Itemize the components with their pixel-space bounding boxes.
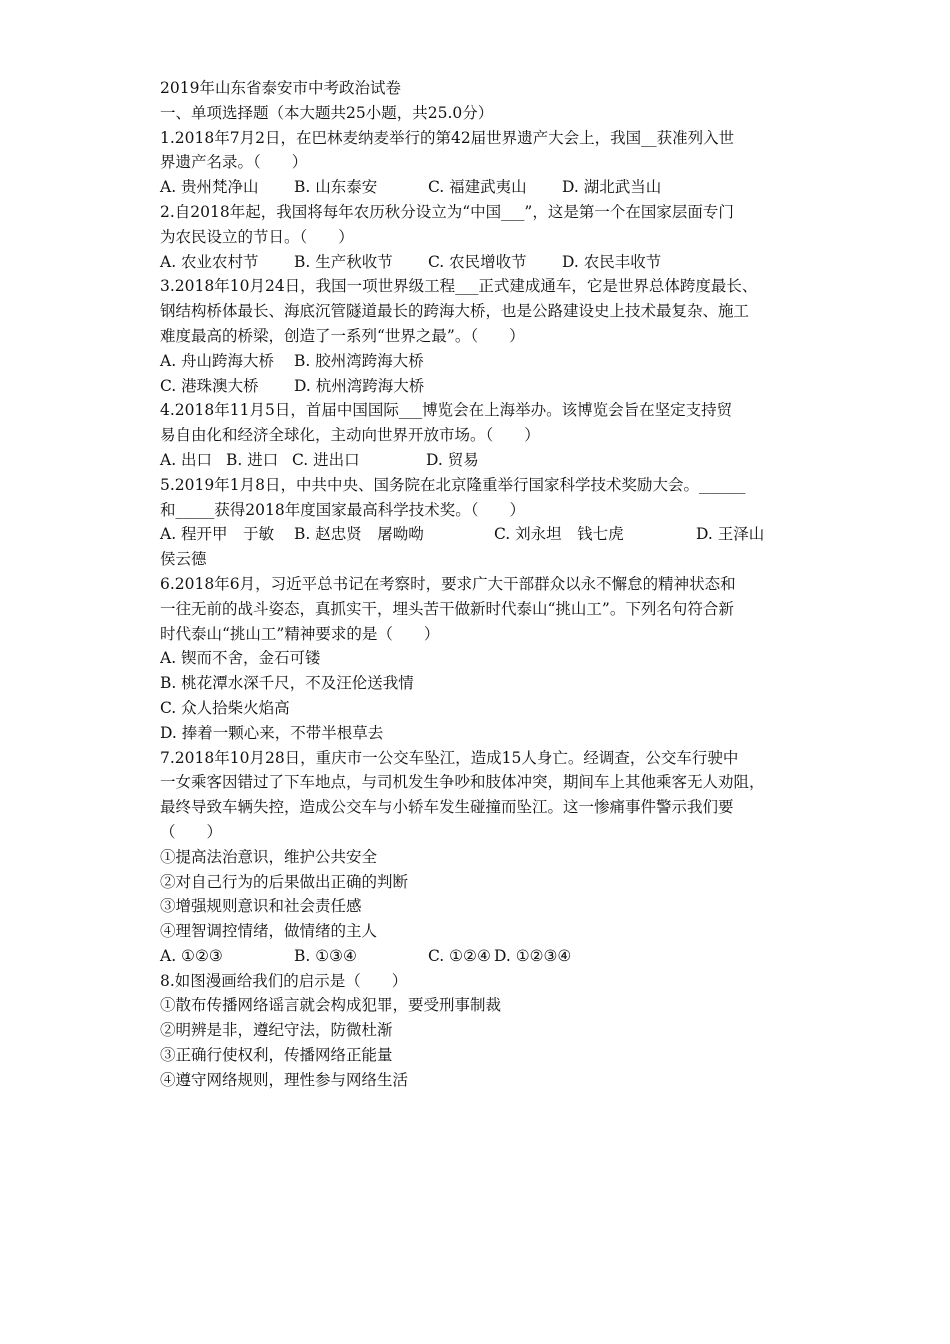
question-text: 3.2018年10月24日，我国一项世界级工程___正式建成通车，它是世界总体跨度最长、 (160, 277, 758, 296)
option-c: C. 福建武夷山 (428, 178, 527, 197)
question-text: 5.2019年1月8日，中共中央、国务院在北京隆重举行国家科学技术奖励大会。______ (160, 475, 746, 494)
option-a: A. 贵州梵净山 (160, 178, 259, 197)
option-a: A. 程开甲 于敏 (160, 525, 275, 544)
question-text: 界遗产名录。（ ） (160, 153, 308, 172)
question-text: 最终导致车辆失控，造成公交车与小轿车发生碰撞而坠江。这一惨痛事件警示我们要 (160, 798, 734, 817)
statement-3: ③正确行使权利，传播网络正能量 (160, 1046, 393, 1065)
question-text: 8.如图漫画给我们的启示是（ ） (160, 971, 408, 990)
question-text: 4.2018年11月5日，首届中国国际___博览会在上海举办。该博览会旨在坚定支持贸 (160, 401, 733, 420)
option-a: A. 农业农村节 (160, 252, 259, 271)
option-a: A. 舟山跨海大桥 (160, 351, 275, 370)
question-5 (160, 473, 792, 572)
question-text: 时代泰山“挑山工”精神要求的是（ ） (160, 624, 440, 643)
options-row (160, 374, 792, 399)
statement-4: ④遵守网络规则，理性参与网络生活 (160, 1070, 409, 1089)
question-text: 钢结构桥体最长、海底沉管隧道最长的跨海大桥，也是公路建设史上技术最复杂、施工 (160, 302, 750, 321)
question-text: 一女乘客因错过了下车地点，与司机发生争吵和肢体冲突，期间车上其他乘客无人劝阻， (160, 773, 765, 792)
option-d-continued: 侯云德 (160, 550, 207, 569)
question-text: 1.2018年7月2日，在巴林麦纳麦举行的第42届世界遗产大会上，我国__获准列入世 (160, 128, 735, 147)
question-7 (160, 746, 792, 969)
option-b: B. 生产秋收节 (294, 252, 393, 271)
option-c: C. 进出口 (292, 450, 360, 469)
statement-1: ①散布传播网络谣言就会构成犯罪，要受刑事制裁 (160, 996, 502, 1015)
exam-title: 2019年山东省泰安市中考政治试卷 (160, 79, 401, 97)
statement-4: ④理智调控情绪，做情绪的主人 (160, 922, 378, 941)
option-d: D. ①②③④ (494, 946, 572, 965)
option-b: B. 桃花潭水深千尺，不及汪伦送我情 (160, 674, 414, 693)
statement-1: ①提高法治意识，维护公共安全 (160, 847, 378, 866)
option-d: D. 王泽山 (696, 525, 765, 544)
question-text: 难度最高的桥梁，创造了一系列“世界之最”。（ ） (160, 326, 525, 345)
options-row (160, 944, 792, 969)
option-c: C. 农民增收节 (428, 252, 527, 271)
exam-page (160, 76, 792, 1093)
option-d: D. 湖北武当山 (562, 178, 662, 197)
section-heading: 一、单项选择题（本大题共25小题，共25.0分） (160, 103, 494, 122)
option-a: A. 出口 (160, 450, 213, 469)
options-row (160, 250, 792, 275)
statement-2: ②对自己行为的后果做出正确的判断 (160, 872, 409, 891)
options-row (160, 448, 792, 473)
question-text: （ ） (160, 822, 223, 841)
option-b: B. 进口 (226, 450, 279, 469)
question-1 (160, 126, 792, 200)
option-b: B. 赵忠贤 屠呦呦 (294, 525, 424, 544)
option-c: C. 港珠澳大桥 (160, 376, 259, 395)
question-text: 和_____获得2018年度国家最高科学技术奖。（ ） (160, 500, 525, 519)
question-8 (160, 969, 792, 1093)
question-text: 2.自2018年起，我国将每年农历秋分设立为“中国___”，这是第一个在国家层面专门 (160, 202, 734, 221)
option-d: D. 杭州湾跨海大桥 (294, 376, 425, 395)
question-text: 为农民设立的节日。（ ） (160, 227, 354, 246)
option-a: A. 锲而不舍，金石可镂 (160, 649, 321, 668)
statement-3: ③增强规则意识和社会责任感 (160, 897, 362, 916)
option-b: B. ①③④ (294, 946, 357, 965)
statement-2: ②明辨是非，遵纪守法，防微杜渐 (160, 1021, 393, 1040)
question-3 (160, 274, 792, 398)
question-text: 6.2018年6月，习近平总书记在考察时，要求广大干部群众以永不懈怠的精神状态和 (160, 574, 736, 593)
option-a: A. ①②③ (160, 946, 223, 965)
options-row (160, 522, 792, 547)
question-text: 7.2018年10月28日，重庆市一公交车坠江，造成15人身亡。经调查，公交车行驶中 (160, 748, 739, 767)
question-6 (160, 572, 792, 746)
option-c: C. ①②④ (428, 946, 491, 965)
option-d: D. 捧着一颗心来，不带半根草去 (160, 723, 384, 742)
question-text: 一往无前的战斗姿态，真抓实干，埋头苦干做新时代泰山“挑山工”。下列名句符合新 (160, 599, 734, 618)
option-d: D. 贸易 (426, 450, 479, 469)
question-2 (160, 200, 792, 274)
options-row (160, 175, 792, 200)
options-row (160, 349, 792, 374)
option-c: C. 众人拾柴火焰高 (160, 698, 290, 717)
option-b: B. 胶州湾跨海大桥 (294, 351, 424, 370)
option-d: D. 农民丰收节 (562, 252, 662, 271)
question-text: 易自由化和经济全球化，主动向世界开放市场。（ ） (160, 426, 540, 445)
option-c: C. 刘永坦 钱七虎 (494, 525, 624, 544)
option-b: B. 山东泰安 (294, 178, 378, 197)
question-4 (160, 398, 792, 472)
